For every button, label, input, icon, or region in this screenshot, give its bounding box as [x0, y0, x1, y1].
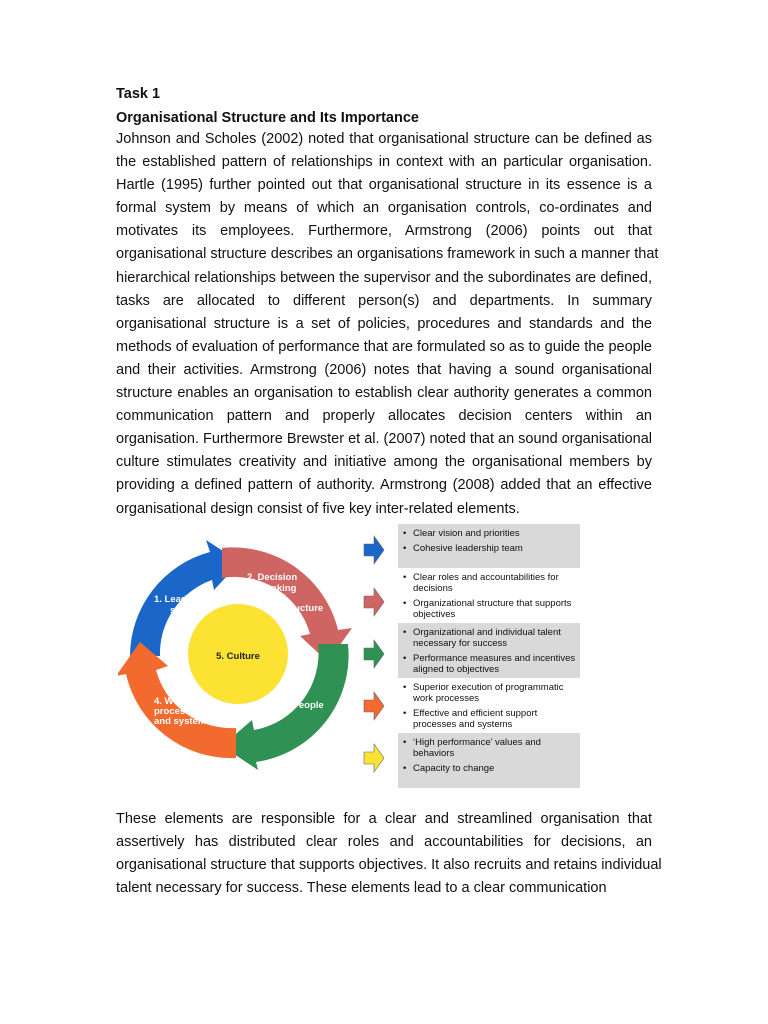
- paragraph-1-line: formal system by means of which an organisation controls, co-ordinates and: [116, 200, 652, 217]
- paragraph-1-line: organisational structure describes an organisations framework in such a manner that: [116, 246, 659, 263]
- paragraph-1-line: organisation. Furthermore Brewster et al. (2007) noted that an sound organisational: [116, 431, 653, 448]
- paragraph-2-line: These elements are responsible for a clear and streamlined organisation that: [116, 811, 652, 827]
- paragraph-1-line: Johnson and Scholes (2002) noted that organisational structure can be defined as: [116, 131, 652, 147]
- paragraph-1-line: providing a defined pattern of authority. Armstrong (2008) added that an effective: [116, 477, 652, 494]
- paragraph-1: [116, 128, 659, 521]
- arrow-5-icon: [364, 744, 384, 772]
- paragraph-1-line: hierarchical relationships between the supervisor and the subordinates are defined,: [116, 269, 652, 286]
- label-decision-4: structure: [282, 603, 324, 614]
- bullet-group: [398, 678, 580, 733]
- label-leadership-1: 1. Leader-: [154, 594, 199, 605]
- bullet-item: • Effective and efficient support processes and systems: [402, 708, 576, 730]
- bullet-item: • Organizational and individual talent necessary for success: [402, 627, 576, 649]
- paragraph-2: [116, 808, 662, 900]
- task-label: Task 1: [116, 86, 161, 102]
- label-work-2: processes: [154, 706, 202, 717]
- paragraph-1-line: Hartle (1995) further pointed out that organisational structure in its essence is a: [116, 177, 652, 194]
- paragraph-1-line: culture stimulates creativity and initiative among the organisational members by: [116, 454, 652, 471]
- arrow-3-icon: [364, 640, 384, 668]
- paragraph-1-line: the established pattern of relationships in context with an particular organisation.: [116, 154, 652, 171]
- paragraph-1-line: structure enables an organisation to establish clear authority generates a common: [116, 385, 652, 402]
- bullet-item: • Superior execution of programmatic work processes: [402, 682, 576, 704]
- paragraph-1-line: tasks are allocated to different person(s) and departments. In summary: [116, 292, 652, 309]
- bullet-item: • Clear vision and priorities: [402, 528, 576, 539]
- bullet-group: [398, 623, 580, 678]
- arrow-column: [362, 528, 388, 784]
- bullet-list: [398, 524, 580, 788]
- section-title: Organisational Structure and Its Importance: [116, 110, 419, 126]
- paragraph-1-line: organisational design consist of five key inter-related elements.: [116, 500, 520, 517]
- arrow-4-icon: [364, 692, 384, 720]
- bullet-item: • ‘High performance’ values and behaviors: [402, 737, 576, 759]
- label-culture: 5. Culture: [216, 651, 260, 662]
- paragraph-1-line: and their activities. Armstrong (2006) notes that having a sound organisational: [116, 361, 652, 378]
- bullet-group: [398, 524, 580, 568]
- paragraph-1-line: methods of evaluation of performance that are formulated so as to guide the people: [116, 338, 652, 355]
- bullet-group: [398, 568, 580, 623]
- paragraph-1-line: communication pattern and properly allocates decision centers within an: [116, 408, 652, 425]
- arrow-1-icon: [364, 536, 384, 564]
- bullet-item: • Capacity to change: [402, 763, 576, 774]
- bullet-item: • Performance measures and incentives aligned to objectives: [402, 653, 576, 675]
- bullet-item: • Cohesive leadership team: [402, 543, 576, 554]
- paragraph-2-line: assertively has distributed clear roles and accountabilities for decisions, an: [116, 834, 652, 851]
- paragraph-1-line: motivates its employees. Furthermore, Armstrong (2006) points out that: [116, 223, 652, 240]
- label-people: 3. People: [282, 700, 324, 711]
- bullet-item: • Clear roles and accountabilities for decisions: [402, 572, 576, 594]
- paragraph-2-line: talent necessary for success. These elements lead to a clear communication: [116, 880, 607, 897]
- label-decision-3: and: [269, 593, 286, 604]
- paragraph-2-line: organisational structure that supports objectives. It also recruits and retains individual: [116, 857, 662, 874]
- bullet-group: [398, 733, 580, 788]
- label-work-1: 4. Work: [154, 696, 189, 707]
- label-leadership-2: ship: [170, 605, 190, 616]
- bullet-item: • Organizational structure that supports objectives: [402, 598, 576, 620]
- label-work-3: and systems: [154, 716, 212, 727]
- label-decision-1: 2. Decision: [247, 572, 298, 583]
- label-decision-2: -making: [260, 583, 297, 594]
- paragraph-1-line: organisational structure is a set of policies, procedures and standards and the: [116, 315, 652, 332]
- arrow-2-icon: [364, 588, 384, 616]
- cycle-diagram: [118, 536, 358, 772]
